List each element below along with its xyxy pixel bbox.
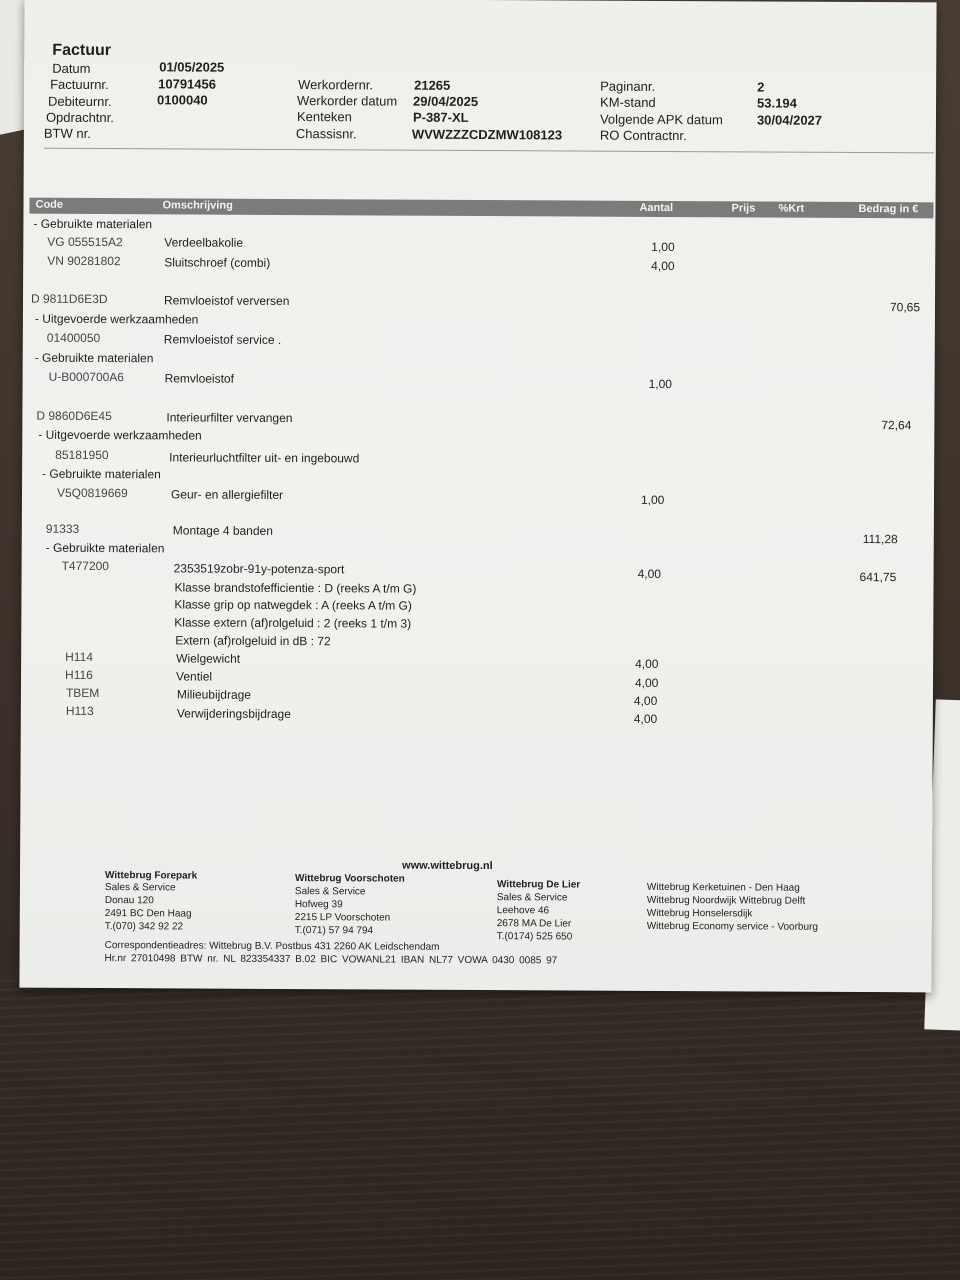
workorder-number-value: 21265 (414, 77, 451, 93)
branch-name: Wittebrug De Lier (496, 879, 581, 891)
line-description: Wielgewicht (176, 651, 241, 666)
line-code: T477200 (61, 558, 110, 574)
branch-line: Donau 120 (104, 895, 154, 907)
ro-contract-label: RO Contractnr. (599, 127, 687, 144)
line-description: Remvloeistof service . (163, 332, 282, 347)
branch-phone: T.(0174) 525 650 (496, 931, 573, 943)
line-description: Ventiel (176, 669, 213, 684)
line-description: Interieurluchtfilter uit- en ingebouwd (169, 450, 360, 466)
branch-name: Wittebrug Forepark (104, 870, 198, 882)
line-quantity: 4,00 (634, 675, 659, 690)
correspondence-address: Correspondentieadres: Wittebrug B.V. Postbus 431 2260 AK Leidschendam (104, 940, 440, 953)
page-number-label: Paginanr. (600, 78, 656, 94)
line-code: U-B000700A6 (48, 369, 125, 385)
workorder-number-label: Werkordernr. (298, 77, 374, 93)
line-description: Remvloeistof (164, 371, 235, 386)
invoice-number-value: 10791456 (158, 76, 217, 92)
section-heading: - Gebruikte materialen (34, 350, 154, 366)
line-quantity: 4,00 (633, 711, 658, 726)
line-code: VG 055515A2 (47, 234, 123, 250)
invoice-sheet (19, 0, 936, 992)
other-branch: Wittebrug Honselersdijk (646, 907, 753, 920)
apk-date-label: Volgende APK datum (599, 111, 723, 128)
line-description: Geur- en allergiefilter (170, 487, 284, 502)
line-quantity: 1,00 (651, 239, 675, 255)
line-quantity: 1,00 (640, 492, 665, 507)
debtor-number-label: Debiteurnr. (48, 93, 112, 110)
line-quantity: 4,00 (633, 693, 658, 708)
other-branch: Wittebrug Kerketuinen - Den Haag (646, 881, 800, 894)
job-description: Montage 4 banden (172, 523, 273, 538)
vat-number-label: BTW nr. (43, 125, 91, 141)
line-code: TBEM (65, 685, 100, 701)
line-code: H116 (65, 667, 93, 682)
order-number-label: Opdrachtnr. (45, 109, 114, 126)
branch-line: 2678 MA De Lier (496, 918, 572, 930)
tire-label-note: Klasse extern (af)rolgeluid : 2 (reeks 1 t/m 3) (174, 615, 412, 631)
line-quantity: 4,00 (635, 656, 659, 671)
tire-label-note: Klasse brandstofefficientie : D (reeks A t/m G) (174, 580, 417, 596)
col-amount: Bedrag in € (858, 202, 919, 216)
apk-date-value: 30/04/2027 (756, 112, 823, 128)
invoice-number-label: Factuurnr. (50, 76, 109, 93)
col-description: Omschrijving (162, 199, 233, 212)
col-price: Prijs (731, 202, 756, 215)
section-heading: - Gebruikte materialen (42, 466, 161, 482)
mileage-label: KM-stand (600, 94, 656, 110)
page-number-value: 2 (757, 79, 765, 95)
line-code: 85181950 (55, 447, 109, 463)
col-code: Code (35, 198, 64, 211)
section-heading: - Uitgevoerde werkzaamheden (34, 311, 199, 327)
section-heading: - Gebruikte materialen (45, 540, 165, 556)
chassis-number-value: WVWZZZCDZMW108123 (411, 126, 563, 143)
line-description: Milieubijdrage (176, 687, 252, 702)
debtor-number-value: 0100040 (157, 92, 208, 108)
license-plate-value: P-387-XL (412, 109, 469, 125)
branch-line: 2491 BC Den Haag (104, 908, 192, 920)
line-code: 01400050 (46, 330, 101, 346)
branch-phone: T.(070) 342 92 22 (104, 921, 184, 933)
section-heading: - Gebruikte materialen (33, 216, 153, 232)
workorder-date-label: Werkorder datum (297, 93, 398, 109)
chassis-number-label: Chassisnr. (295, 126, 357, 142)
line-description: Verwijderingsbijdrage (176, 706, 291, 722)
job-description: Remvloeistof verversen (163, 293, 290, 309)
line-code: V5Q0819669 (56, 485, 128, 501)
line-amount: 641,75 (859, 569, 897, 585)
branch-line: 2215 LP Voorschoten (294, 912, 391, 924)
workorder-date-value: 29/04/2025 (413, 93, 479, 109)
table-header (29, 198, 933, 219)
tire-label-note: Extern (af)rolgeluid in dB : 72 (175, 633, 331, 649)
job-amount: 72,64 (881, 418, 912, 433)
branch-line: Sales & Service (104, 882, 176, 894)
other-branch: Wittebrug Noordwijk Wittebrug Delft (646, 894, 806, 907)
header-divider (44, 148, 934, 154)
line-code: H114 (65, 649, 93, 664)
table-surface (0, 980, 960, 1280)
date-value: 01/05/2025 (159, 59, 225, 75)
job-code: D 9811D6E3D (30, 291, 108, 307)
line-description: Verdeelbakolie (164, 235, 244, 250)
col-discount: %Krt (778, 202, 805, 215)
branch-line: Sales & Service (294, 886, 366, 898)
mileage-value: 53.194 (757, 95, 797, 111)
job-amount: 70,65 (889, 300, 921, 315)
job-code: 91333 (45, 521, 80, 536)
section-heading: - Uitgevoerde werkzaamheden (38, 427, 202, 443)
license-plate-label: Kenteken (296, 109, 352, 125)
col-quantity: Aantal (639, 201, 674, 215)
branch-name: Wittebrug Voorschoten (294, 873, 405, 885)
other-branch: Wittebrug Economy service - Voorburg (646, 920, 818, 933)
job-amount: 111,28 (862, 532, 898, 547)
registry-info: Hr.nr 27010498 BTW nr. NL 823354337 B.02 BIC VOWANL21 IBAN NL77 VOWA 0430 0085 97 (104, 953, 558, 967)
branch-phone: T.(071) 57 94 794 (294, 925, 374, 937)
branch-line: Leehove 46 (496, 905, 550, 917)
line-code: VN 90281802 (47, 253, 121, 269)
branch-line: Hofweg 39 (294, 899, 343, 911)
line-quantity: 1,00 (648, 376, 672, 392)
tire-label-note: Klasse grip op natwegdek : A (reeks A t/m G) (174, 597, 412, 613)
company-website[interactable]: www.wittebrug.nl (402, 859, 493, 873)
line-description: 2353519zobr-91y-potenza-sport (173, 561, 345, 577)
line-quantity: 4,00 (651, 258, 675, 274)
job-code: D 9860D6E45 (36, 408, 112, 424)
job-description: Interieurfilter vervangen (166, 410, 293, 426)
branch-line: Sales & Service (496, 892, 568, 904)
line-quantity: 4,00 (637, 566, 661, 581)
line-description: Sluitschroef (combi) (164, 255, 271, 270)
line-code: H113 (65, 703, 94, 718)
date-label: Datum (52, 60, 91, 76)
invoice-title: Factuur (52, 41, 112, 60)
